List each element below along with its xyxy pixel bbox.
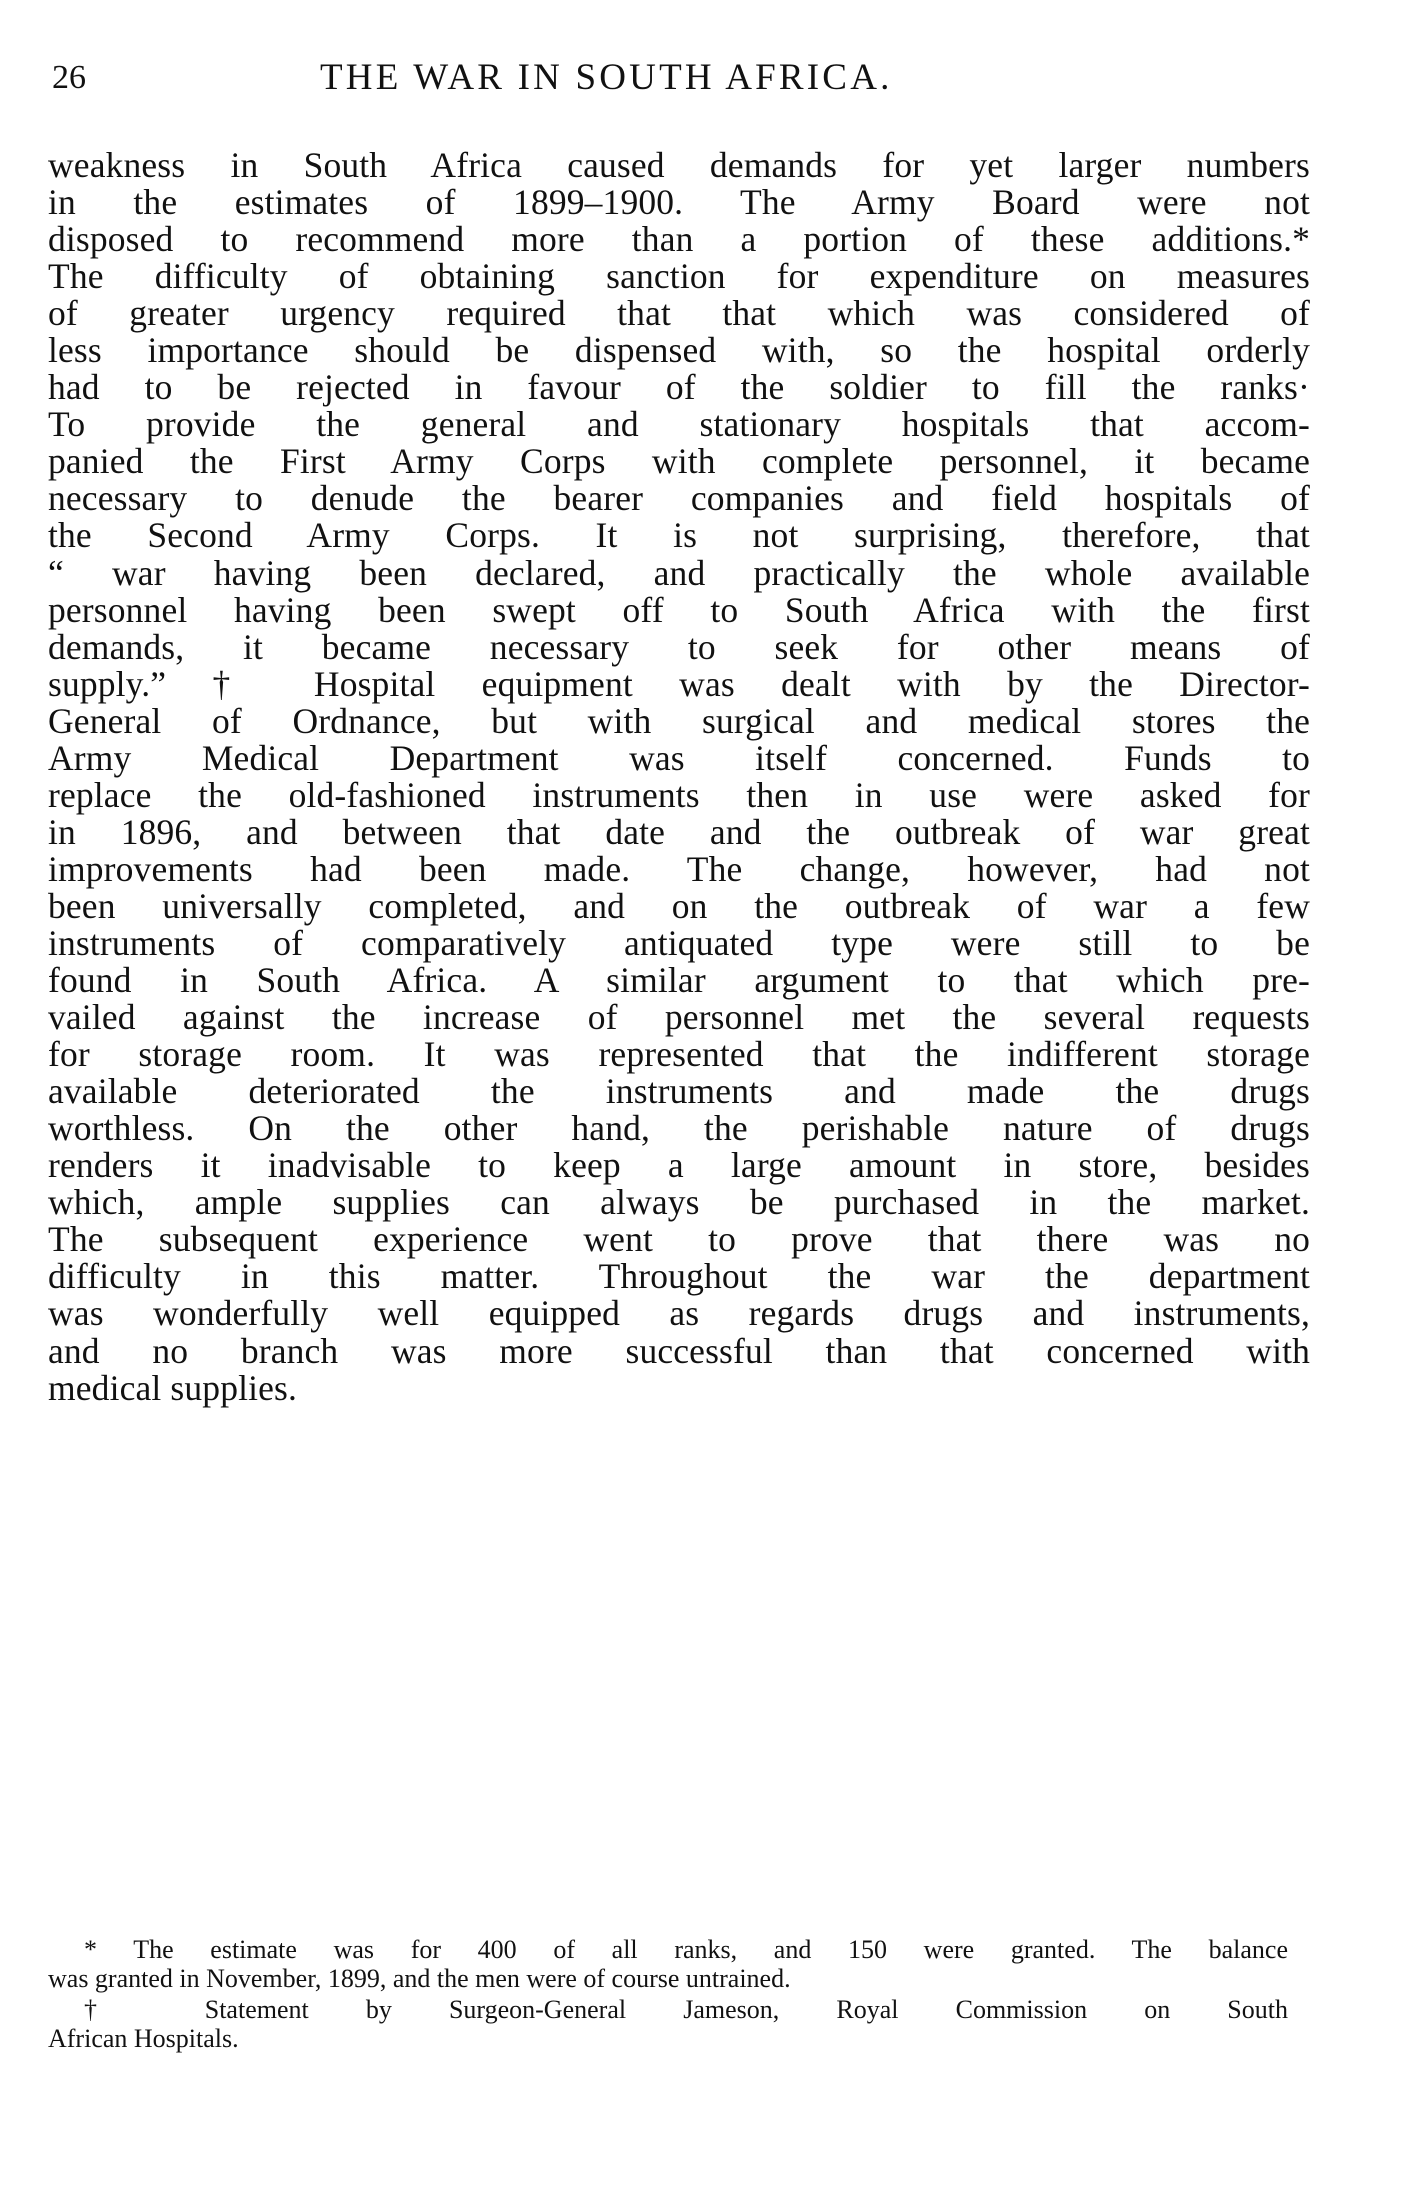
body-line: and no branch was more successful than that concerned with bbox=[48, 1330, 1310, 1371]
body-line: The difficulty of obtaining sanction for expenditure on measures bbox=[48, 256, 1310, 297]
body-line: replace the old-fashioned instruments then in use were asked for bbox=[48, 774, 1310, 815]
body-line: was wonderfully well equipped as regards drugs and instruments, bbox=[48, 1293, 1310, 1334]
running-head bbox=[50, 58, 1310, 98]
body-line: panied the First Army Corps with complete personnel, it became bbox=[48, 441, 1310, 482]
body-line: General of Ordnance, but with surgical and medical stores the bbox=[48, 700, 1310, 741]
body-line: disposed to recommend more than a portion of these additions.* bbox=[48, 219, 1310, 260]
body-line: of greater urgency required that that which was considered of bbox=[48, 293, 1310, 334]
body-line: personnel having been swept off to South Africa with the first bbox=[48, 589, 1310, 630]
body-line: To provide the general and stationary hospitals that accom- bbox=[48, 404, 1310, 445]
page-number: 26 bbox=[52, 59, 86, 96]
body-line: worthless. On the other hand, the perishable nature of drugs bbox=[48, 1108, 1310, 1149]
body-line: for storage room. It was represented that the indifferent storage bbox=[48, 1034, 1310, 1075]
footnote-line: * The estimate was for 400 of all ranks, and 150 were granted. The balance bbox=[84, 1935, 1288, 1964]
body-line: instruments of comparatively antiquated type were still to be bbox=[48, 922, 1310, 963]
body-text bbox=[48, 147, 1310, 1407]
footnote-line: was granted in November, 1899, and the men were of course untrained. bbox=[48, 1963, 791, 1993]
footnote-line: † Statement by Surgeon-General Jameson, Royal Commission on South bbox=[84, 1995, 1288, 2024]
body-line: Army Medical Department was itself concerned. Funds to bbox=[48, 737, 1310, 778]
body-line: been universally completed, and on the outbreak of war a few bbox=[48, 885, 1310, 926]
footnote-dagger bbox=[48, 1996, 1288, 2053]
body-line: found in South Africa. A similar argument to that which pre- bbox=[48, 960, 1310, 1001]
body-line: demands, it became necessary to seek for other means of bbox=[48, 626, 1310, 667]
body-line: the Second Army Corps. It is not surprising, therefore, that bbox=[48, 515, 1310, 556]
footnotes bbox=[48, 1936, 1288, 2056]
footnote-line: African Hospitals. bbox=[48, 2023, 239, 2053]
body-line: The subsequent experience went to prove that there was no bbox=[48, 1219, 1310, 1260]
body-line: vailed against the increase of personnel met the several requests bbox=[48, 997, 1310, 1038]
body-line: which, ample supplies can always be purchased in the market. bbox=[48, 1182, 1310, 1223]
body-line: supply.” † Hospital equipment was dealt with by the Director- bbox=[48, 663, 1310, 704]
running-title: THE WAR IN SOUTH AFRICA. bbox=[320, 57, 893, 98]
body-line: improvements had been made. The change, however, had not bbox=[48, 848, 1310, 889]
body-line: available deteriorated the instruments and made the drugs bbox=[48, 1071, 1310, 1112]
body-line: less importance should be dispensed with, so the hospital orderly bbox=[48, 330, 1310, 371]
body-line: necessary to denude the bearer companies and field hospitals of bbox=[48, 478, 1310, 519]
footnote-asterisk bbox=[48, 1936, 1288, 1993]
body-line: in 1896, and between that date and the outbreak of war great bbox=[48, 811, 1310, 852]
body-line: weakness in South Africa caused demands for yet larger numbers bbox=[48, 145, 1310, 185]
body-line: difficulty in this matter. Throughout the war the department bbox=[48, 1256, 1310, 1297]
body-line-final: medical supplies. bbox=[48, 1367, 298, 1408]
body-line: renders it inadvisable to keep a large amount in store, besides bbox=[48, 1145, 1310, 1186]
body-line: had to be rejected in favour of the soldier to fill the ranks· bbox=[48, 367, 1310, 408]
body-line: in the estimates of 1899–1900. The Army Board were not bbox=[48, 182, 1310, 223]
body-line: “ war having been declared, and practically the whole available bbox=[48, 552, 1310, 593]
